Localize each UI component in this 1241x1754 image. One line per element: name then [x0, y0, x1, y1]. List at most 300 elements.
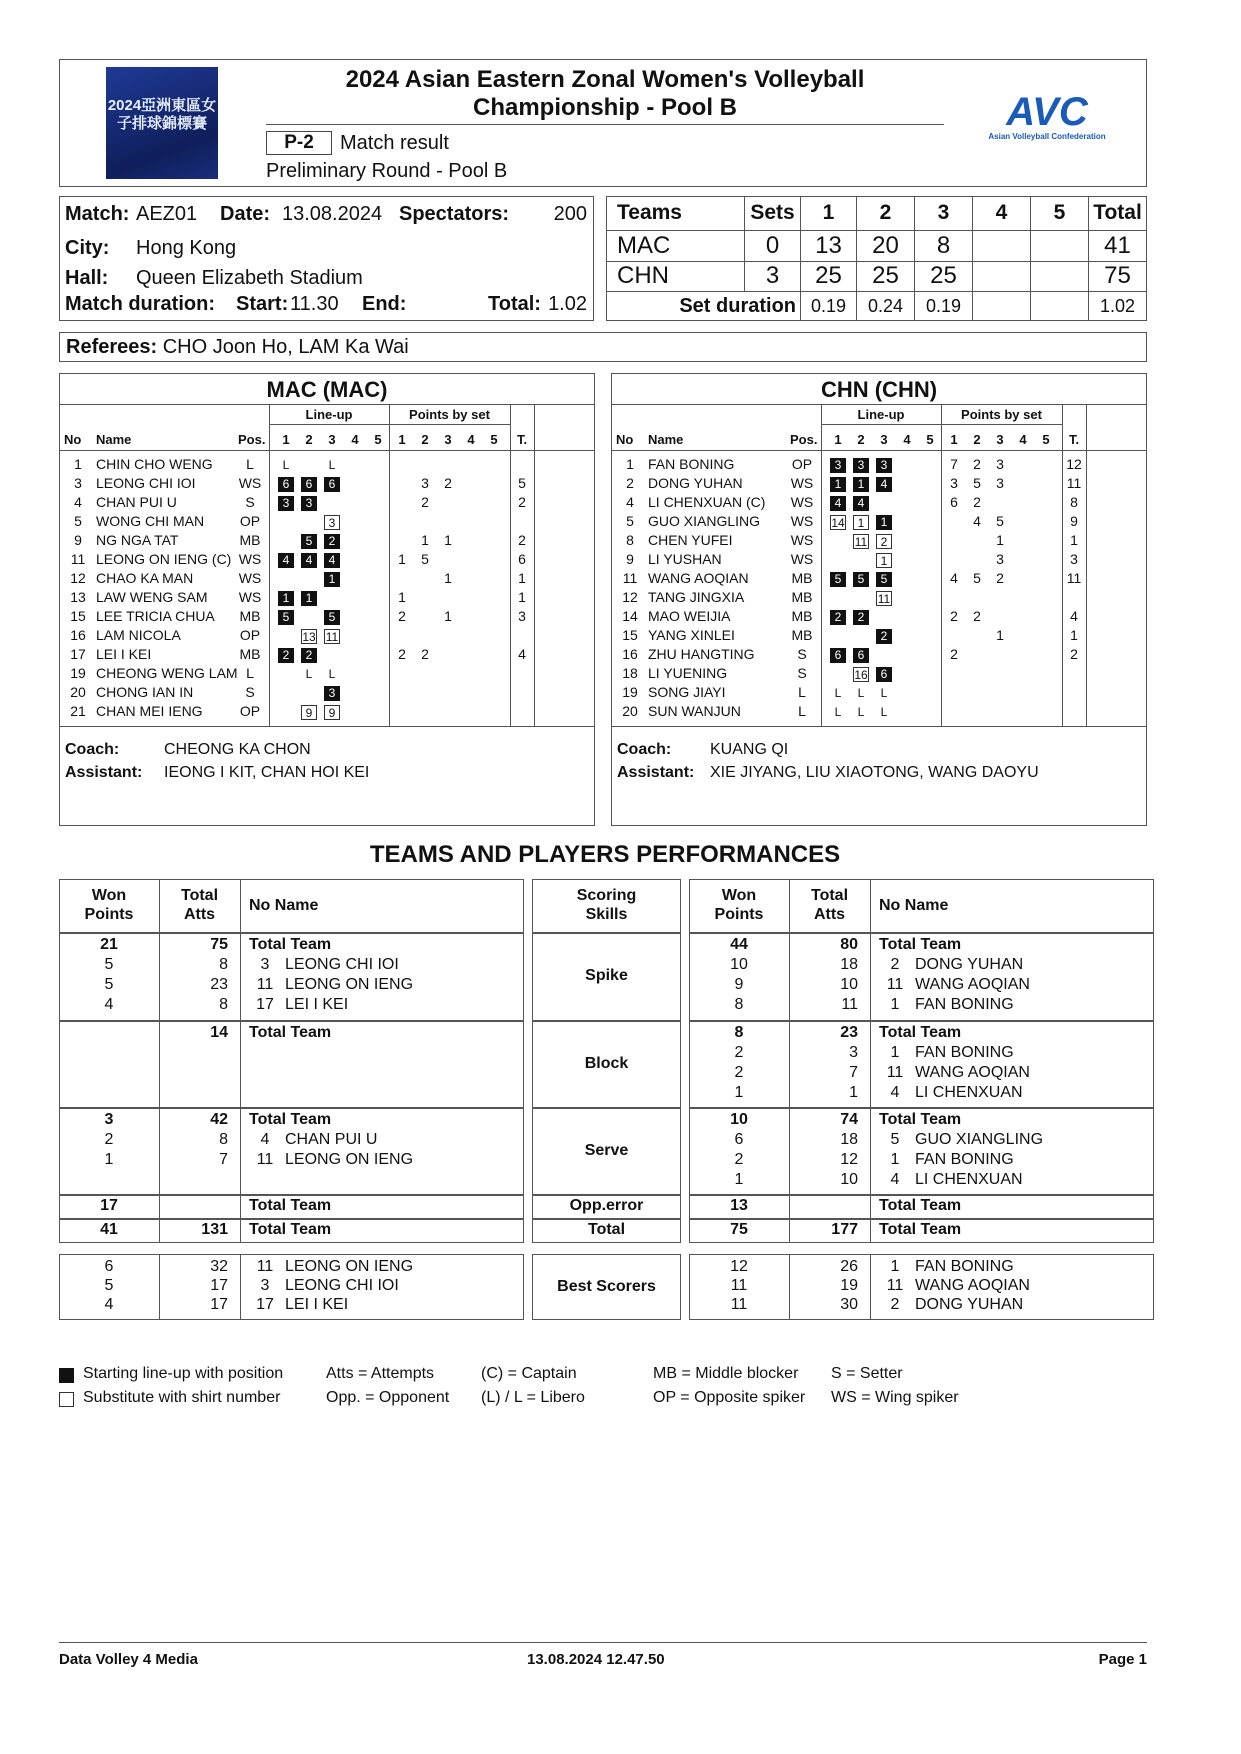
set-points: 1	[444, 608, 452, 624]
score-header-total: Total	[1089, 197, 1147, 231]
footer-timestamp: 13.08.2024 12.47.50	[527, 1651, 665, 1668]
player-name: LI YUSHAN	[648, 551, 722, 567]
points-set-header: 5	[490, 432, 498, 447]
starting-position-box: 1	[278, 591, 294, 606]
player-number: 17	[256, 1296, 274, 1313]
won-points: 2	[734, 1151, 744, 1168]
total-team-label: Total Team	[249, 1111, 332, 1128]
won-points: 2	[104, 1131, 114, 1148]
player-name: LI CHENXUAN	[915, 1084, 1023, 1101]
total-attempts: 10	[840, 1171, 858, 1188]
total-set-duration: 1.02	[1089, 292, 1147, 321]
player-number: 11	[256, 976, 274, 993]
player-number: 19	[622, 684, 638, 700]
won-points: 4	[104, 996, 114, 1013]
libero-marker: L	[305, 667, 313, 681]
player-number: 4	[890, 1084, 900, 1101]
player-total-points: 2	[518, 532, 526, 548]
won-points: 8	[734, 996, 744, 1013]
player-position: L	[246, 456, 254, 472]
skill-name: Spike	[585, 967, 628, 984]
won-points: 9	[734, 976, 744, 993]
points-set-header: 1	[398, 432, 406, 447]
event-logo-text: 2024亞洲東區女子排球錦標賽	[107, 97, 217, 132]
substitute-swatch	[59, 1392, 74, 1407]
footer-left: Data Volley 4 Media	[59, 1651, 198, 1668]
header-line: Total	[810, 887, 849, 904]
score-total: 75	[1089, 261, 1147, 292]
starting-position-box: 3	[278, 496, 294, 511]
player-number: 1	[74, 456, 82, 472]
set-points: 1	[444, 532, 452, 548]
player-name: LI CHENXUAN	[915, 1171, 1023, 1188]
player-position: S	[245, 494, 255, 510]
starting-position-box: 5	[876, 572, 892, 587]
won-points: 10	[730, 1111, 748, 1128]
total-attempts: 8	[219, 1131, 228, 1148]
column-divider	[870, 1021, 871, 1108]
substitute-number-box: 14	[831, 516, 845, 530]
player-position: MB	[239, 608, 261, 624]
performances-title: TEAMS AND PLAYERS PERFORMANCES	[369, 841, 841, 868]
hall: Queen Elizabeth Stadium	[136, 267, 363, 289]
points-set-header: 2	[973, 432, 981, 447]
player-total-points: 9	[1070, 513, 1078, 529]
starting-position-box: 1	[324, 572, 340, 587]
player-number: 19	[70, 665, 86, 681]
page-code: P-2	[266, 131, 332, 155]
won-points: 1	[734, 1171, 744, 1188]
won-points: 4	[104, 1296, 114, 1313]
starting-position-box: 5	[830, 572, 846, 587]
no-name-header-right: No Name	[879, 897, 949, 914]
player-name: LEE TRICIA CHUA	[96, 608, 215, 624]
total-attempts: 42	[210, 1111, 228, 1128]
set-points: 1	[996, 627, 1004, 643]
assistant-label: Assistant:	[617, 764, 695, 781]
won-points: 12	[730, 1258, 748, 1275]
starting-position-box: 3	[853, 458, 869, 473]
player-name: LAM NICOLA	[96, 627, 181, 643]
player-name: MAO WEIJIA	[648, 608, 731, 624]
total-attempts: 17	[210, 1277, 228, 1294]
lineup-set-header: 5	[374, 432, 382, 447]
set-points: 2	[996, 570, 1004, 586]
libero-marker: L	[834, 705, 842, 719]
header-line: Won	[91, 887, 127, 904]
score-header-set1: 1	[801, 197, 857, 231]
summary-label: Total	[587, 1221, 626, 1238]
won-points: 5	[104, 956, 114, 973]
player-name: CHAN MEI IENG	[96, 703, 203, 719]
scoring-skills-header	[532, 886, 681, 924]
starting-position-box: 1	[876, 515, 892, 530]
libero-marker: L	[857, 686, 865, 700]
total-team-label: Total Team	[249, 1197, 332, 1214]
coach-name: CHEONG KA CHON	[164, 741, 311, 758]
set-points: 3	[996, 456, 1004, 472]
legend-ws: WS = Wing spiker	[831, 1389, 959, 1406]
set2-duration: 0.24	[857, 292, 915, 321]
player-name: LI CHENXUAN (C)	[648, 494, 766, 510]
total-attempts: 18	[840, 1131, 858, 1148]
page-title: Match result	[340, 132, 449, 154]
score-total: 41	[1089, 230, 1147, 261]
starting-position-box: 4	[324, 553, 340, 568]
player-name: LEONG ON IENG	[285, 1151, 414, 1168]
player-total-points: 8	[1070, 494, 1078, 510]
set-points: 1	[421, 532, 429, 548]
starting-position-box: 6	[278, 477, 294, 492]
total-attempts: 23	[210, 976, 228, 993]
libero-marker: L	[857, 705, 865, 719]
score-set1: 25	[801, 261, 857, 292]
starting-position-box: 6	[876, 667, 892, 682]
total-team-label: Total Team	[879, 1024, 962, 1041]
player-number: 9	[74, 532, 82, 548]
player-position: MB	[791, 570, 813, 586]
player-name: WONG CHI MAN	[96, 513, 205, 529]
assistant-label: Assistant:	[65, 764, 143, 781]
total-atts-header-left	[159, 886, 240, 924]
column-divider	[240, 1195, 241, 1219]
set-points: 1	[398, 551, 406, 567]
column-divider	[159, 1195, 160, 1219]
won-points: 21	[100, 936, 118, 953]
hall-label: Hall:	[65, 267, 109, 289]
header-line: Skills	[585, 906, 628, 923]
set-points: 2	[950, 646, 958, 662]
total-attempts: 7	[219, 1151, 228, 1168]
assistant-names: XIE JIYANG, LIU XIAOTONG, WANG DAOYU	[710, 764, 1039, 781]
substitute-number-box: 13	[302, 630, 316, 644]
starting-position-box: 3	[830, 458, 846, 473]
score-team: CHN	[607, 261, 745, 292]
player-name: FAN BONING	[915, 1258, 1014, 1275]
total-attempts: 30	[840, 1296, 858, 1313]
score-set3: 25	[915, 261, 973, 292]
score-header-set2: 2	[857, 197, 915, 231]
team-name: CHN (CHN)	[820, 377, 938, 402]
player-name: WANG AOQIAN	[915, 1064, 1030, 1081]
player-position: MB	[791, 627, 813, 643]
set-points: 1	[444, 570, 452, 586]
team-name: MAC (MAC)	[266, 377, 388, 402]
duration-label: Match duration:	[65, 293, 215, 315]
set-points: 7	[950, 456, 958, 472]
total-team-label: Total Team	[879, 1197, 962, 1214]
player-name: LI YUENING	[648, 665, 728, 681]
column-header-total: T.	[516, 432, 528, 447]
starting-position-box: 4	[278, 553, 294, 568]
set-points: 1	[398, 589, 406, 605]
player-number: 11	[886, 1064, 904, 1081]
starting-position-box: 6	[830, 648, 846, 663]
won-points: 11	[730, 1296, 748, 1313]
player-name: DONG YUHAN	[915, 956, 1024, 973]
total-attempts: 177	[831, 1221, 858, 1238]
coach-label: Coach:	[65, 741, 120, 758]
lineup-set-header: 5	[926, 432, 934, 447]
total-attempts: 131	[201, 1221, 228, 1238]
city: Hong Kong	[136, 237, 237, 259]
total-duration: 1.02	[548, 293, 587, 315]
total-attempts: 74	[840, 1111, 858, 1128]
player-name: LEI I KEI	[285, 1296, 349, 1313]
player-total-points: 5	[518, 475, 526, 491]
player-number: 2	[890, 1296, 900, 1313]
column-divider	[870, 1195, 871, 1219]
player-position: WS	[790, 494, 814, 510]
player-position: WS	[790, 551, 814, 567]
won-points: 1	[104, 1151, 114, 1168]
substitute-number-box: 11	[877, 592, 891, 606]
starting-position-box: 2	[301, 648, 317, 663]
starting-position-box: 6	[301, 477, 317, 492]
total-team-label: Total Team	[249, 1024, 332, 1041]
column-divider	[870, 879, 871, 933]
legend-mb: MB = Middle blocker	[653, 1365, 799, 1382]
starting-position-box: 5	[278, 610, 294, 625]
lineup-set-header: 3	[328, 432, 336, 447]
match-label: Match:	[65, 203, 130, 225]
lineup-group-header: Line-up	[857, 407, 905, 422]
player-number: 5	[890, 1131, 900, 1148]
points-set-header: 3	[996, 432, 1004, 447]
round-name: Preliminary Round - Pool B	[266, 160, 508, 182]
total-attempts: 18	[840, 956, 858, 973]
player-number: 1	[890, 1258, 900, 1275]
set-points: 4	[973, 513, 981, 529]
starting-position-box: 4	[876, 477, 892, 492]
starting-position-box: 6	[324, 477, 340, 492]
player-position: WS	[790, 532, 814, 548]
lineup-set-header: 4	[903, 432, 911, 447]
won-points: 6	[734, 1131, 744, 1148]
player-number: 8	[626, 532, 634, 548]
player-position: L	[246, 665, 254, 681]
header-line: Total	[180, 887, 219, 904]
total-attempts: 11	[841, 996, 858, 1013]
player-total-points: 3	[1070, 551, 1078, 567]
player-position: S	[797, 646, 807, 662]
player-number: 3	[74, 475, 82, 491]
column-divider	[870, 1219, 871, 1243]
player-name: CHONG IAN IN	[96, 684, 194, 700]
set-points: 2	[421, 494, 429, 510]
points-set-header: 4	[467, 432, 475, 447]
player-name: WANG AOQIAN	[648, 570, 749, 586]
total-attempts: 3	[849, 1044, 858, 1061]
won-points: 8	[734, 1024, 744, 1041]
set-points: 5	[973, 570, 981, 586]
match-date: 13.08.2024	[282, 203, 383, 225]
total-team-label: Total Team	[249, 1221, 332, 1238]
player-name: DONG YUHAN	[915, 1296, 1024, 1313]
set-points: 2	[444, 475, 452, 491]
starting-position-box: 2	[830, 610, 846, 625]
column-divider	[240, 1021, 241, 1108]
set-points: 3	[950, 475, 958, 491]
points-set-header: 3	[444, 432, 452, 447]
score-set3: 8	[915, 230, 973, 261]
substitute-number-box: 3	[324, 515, 340, 530]
set3-duration: 0.19	[915, 292, 973, 321]
player-number: 5	[626, 513, 634, 529]
set-points: 1	[996, 532, 1004, 548]
player-name: LEONG ON IENG (C)	[96, 551, 232, 567]
player-name: LEONG CHI IOI	[285, 1277, 399, 1294]
total-attempts: 8	[219, 956, 228, 973]
legend-op: OP = Opposite spiker	[653, 1389, 806, 1406]
score-set2: 25	[857, 261, 915, 292]
header-line: Won	[721, 887, 757, 904]
player-total-points: 6	[518, 551, 526, 567]
legend-substitute: Substitute with shirt number	[83, 1389, 281, 1406]
player-total-points: 1	[518, 589, 526, 605]
player-number: 1	[890, 1151, 900, 1168]
player-number: 5	[74, 513, 82, 529]
player-number: 11	[256, 1258, 274, 1275]
player-name: WANG AOQIAN	[915, 1277, 1030, 1294]
player-total-points: 12	[1066, 456, 1082, 472]
player-position: OP	[239, 703, 261, 719]
total-attempts: 80	[840, 936, 858, 953]
won-points: 6	[104, 1258, 114, 1275]
total-attempts: 14	[210, 1024, 228, 1041]
player-position: WS	[238, 589, 262, 605]
player-number: 3	[260, 1277, 270, 1294]
substitute-number-box: 1	[876, 553, 892, 568]
player-position: WS	[790, 475, 814, 491]
starting-position-box: 1	[853, 477, 869, 492]
player-position: L	[798, 703, 806, 719]
starting-position-box: 3	[301, 496, 317, 511]
points-group-header: Points by set	[409, 407, 490, 422]
header-line: Atts	[813, 906, 846, 923]
substitute-number-box: 2	[876, 534, 892, 549]
player-number: 12	[70, 570, 86, 586]
player-number: 20	[622, 703, 638, 719]
player-total-points: 2	[518, 494, 526, 510]
column-header-no: No	[616, 432, 634, 447]
start-label: Start:	[236, 293, 289, 315]
won-points: 3	[104, 1111, 114, 1128]
player-number: 11	[886, 1277, 904, 1294]
player-name: LAW WENG SAM	[96, 589, 208, 605]
date-label: Date:	[220, 203, 271, 225]
score-set2: 20	[857, 230, 915, 261]
player-total-points: 1	[1070, 532, 1078, 548]
column-divider	[870, 933, 871, 1021]
score-sets: 3	[745, 261, 801, 292]
player-name: DONG YUHAN	[648, 475, 743, 491]
header-line: Points	[714, 906, 764, 923]
column-divider	[240, 1219, 241, 1243]
starting-position-box: 5	[324, 610, 340, 625]
player-number: 2	[890, 956, 900, 973]
player-number: 4	[626, 494, 634, 510]
player-number: 18	[622, 665, 638, 681]
player-name: LEONG CHI IOI	[285, 956, 399, 973]
legend-atts: Atts = Attempts	[326, 1365, 435, 1382]
player-number: 11	[70, 551, 86, 567]
coach-name: KUANG QI	[710, 741, 789, 758]
set-points: 2	[398, 646, 406, 662]
player-total-points: 2	[1070, 646, 1078, 662]
footer-page-number: Page 1	[1098, 1651, 1147, 1668]
total-atts-header-right	[789, 886, 870, 924]
set1-duration: 0.19	[801, 292, 857, 321]
starting-position-box: 6	[853, 648, 869, 663]
substitute-number-box: 11	[325, 630, 339, 644]
summary-label: Opp.error	[569, 1197, 644, 1214]
header-line: Points	[84, 906, 134, 923]
substitute-number-box: 16	[854, 668, 868, 682]
referees-label: Referees:	[66, 336, 158, 358]
player-number: 9	[626, 551, 634, 567]
lineup-set-header: 1	[282, 432, 290, 447]
legend-starting: Starting line-up with position	[83, 1365, 284, 1382]
match-code: AEZ01	[136, 203, 198, 225]
referees-names: CHO Joon Ho, LAM Ka Wai	[162, 336, 409, 358]
starting-position-box: 5	[301, 534, 317, 549]
player-name: LEI I KEI	[96, 646, 152, 662]
set-points: 3	[421, 475, 429, 491]
player-number: 1	[890, 996, 900, 1013]
player-number: 16	[622, 646, 638, 662]
libero-marker: L	[880, 705, 888, 719]
player-position: MB	[791, 608, 813, 624]
score-team: MAC	[607, 230, 745, 261]
player-number: 11	[622, 570, 638, 586]
total-team-label: Total Team	[879, 1111, 962, 1128]
score-header-set5: 5	[1031, 197, 1089, 231]
column-header-name: Name	[648, 432, 684, 447]
won-points: 75	[730, 1221, 748, 1238]
lineup-set-header: 2	[857, 432, 865, 447]
total-attempts: 7	[849, 1064, 858, 1081]
player-position: S	[245, 684, 255, 700]
player-name: GUO XIANGLING	[648, 513, 761, 529]
player-total-points: 1	[1070, 627, 1078, 643]
player-position: WS	[238, 570, 262, 586]
header-line: Atts	[183, 906, 216, 923]
no-name-header-left: No Name	[249, 897, 319, 914]
legend-libero: (L) / L = Libero	[481, 1389, 585, 1406]
starting-position-box: 2	[278, 648, 294, 663]
legend-captain: (C) = Captain	[481, 1365, 577, 1382]
set-points: 2	[973, 494, 981, 510]
player-name: SONG JIAYI	[648, 684, 726, 700]
won-points: 2	[734, 1044, 744, 1061]
total-attempts: 12	[840, 1151, 858, 1168]
won-points: 44	[730, 936, 748, 953]
coach-label: Coach:	[617, 741, 672, 758]
player-position: MB	[239, 532, 261, 548]
column-divider	[240, 879, 241, 933]
points-set-header: 1	[950, 432, 958, 447]
column-divider	[870, 1254, 871, 1320]
starting-position-box: 2	[853, 610, 869, 625]
player-name: FAN BONING	[915, 996, 1014, 1013]
player-total-points: 4	[1070, 608, 1078, 624]
player-number: 4	[890, 1171, 900, 1188]
substitute-number-box: 9	[301, 705, 317, 720]
player-number: 15	[70, 608, 86, 624]
legend-opp: Opp. = Opponent	[326, 1389, 450, 1406]
player-number: 14	[622, 608, 638, 624]
